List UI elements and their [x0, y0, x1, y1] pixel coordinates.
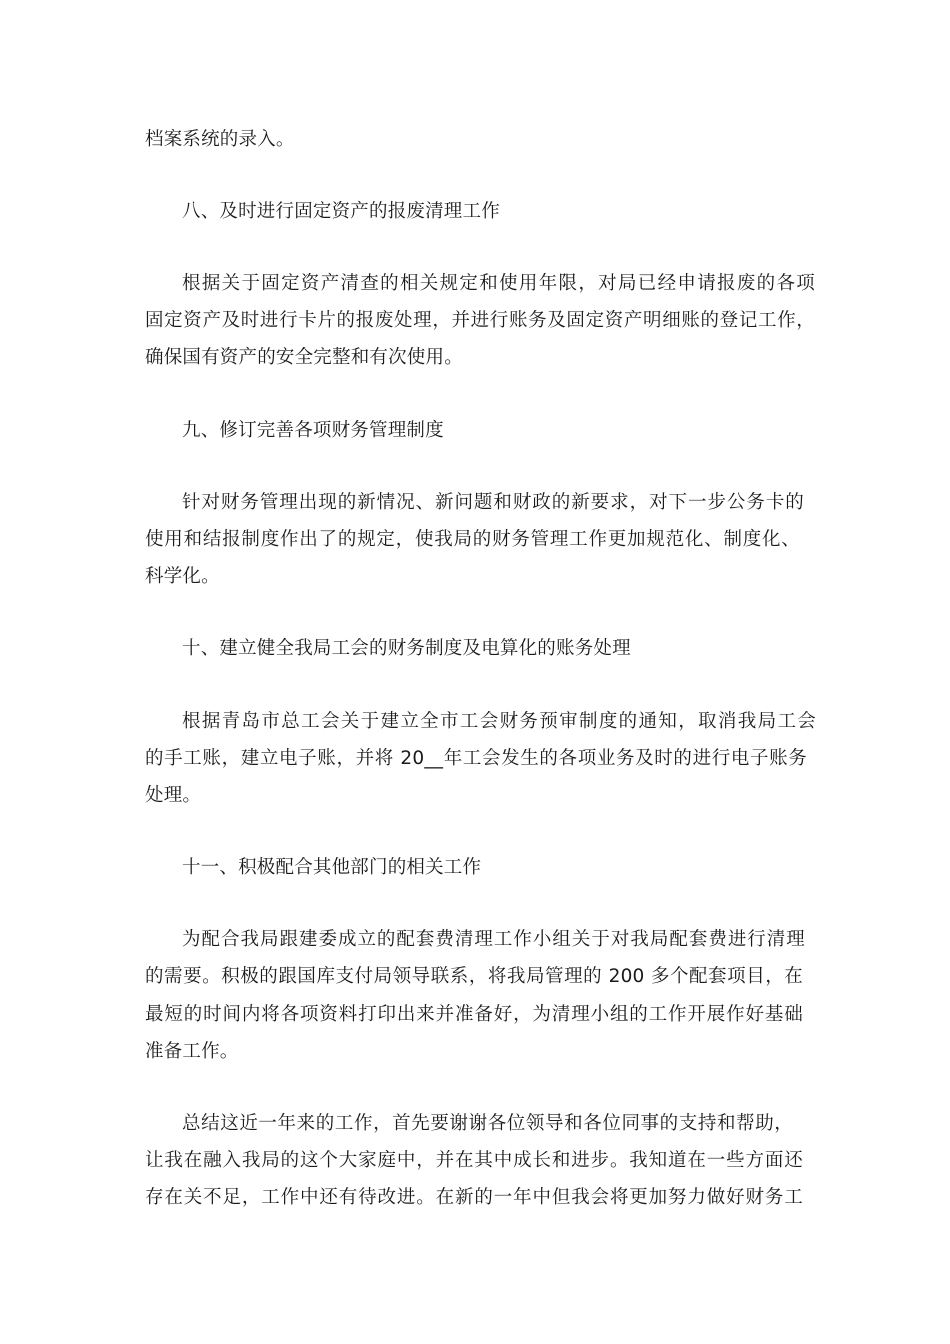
paragraph-line: 根据关于固定资产清查的相关规定和使用年限，对局已经申请报废的各项 — [182, 273, 815, 294]
paragraph-line: 根据青岛市总工会关于建立全市工会财务预审制度的通知，取消我局工会 — [182, 711, 816, 732]
paragraph-line: 存在关不足，工作中还有待改进。在新的一年中但我会将更加努力做好财务工 — [145, 1187, 803, 1208]
paragraph-line: 最短的时间内将各项资料打印出来并准备好，为清理小组的工作开展作好基础 — [145, 1004, 803, 1025]
paragraph-line: 总结这近一年来的工作，首先要谢谢各位领导和各位同事的支持和帮助， — [182, 1113, 793, 1134]
paragraph-line: 处理。 — [145, 785, 202, 806]
paragraph-line: 科学化。 — [145, 566, 220, 587]
section-heading-10: 十、建立健全我局工会的财务制度及电算化的账务处理 — [182, 638, 631, 659]
section-heading-9: 九、修订完善各项财务管理制度 — [182, 420, 444, 441]
paragraph-line: 让我在融入我局的这个大家庭中，并在其中成长和进步。我知道在一些方面还 — [145, 1150, 803, 1171]
paragraph-line: 为配合我局跟建委成立的配套费清理工作小组关于对我局配套费进行清理 — [182, 929, 805, 950]
paragraph-line: 确保国有资产的安全完整和有次使用。 — [145, 347, 463, 368]
paragraph-line: 使用和结报制度作出了的规定，使我局的财务管理工作更加规范化、制度化、 — [145, 529, 800, 550]
paragraph-line: 准备工作。 — [145, 1041, 239, 1062]
section-heading-8: 八、及时进行固定资产的报废清理工作 — [182, 201, 500, 222]
paragraph-line: 档案系统的录入。 — [145, 129, 295, 150]
paragraph-line: 的手工账，建立电子账，并将 20__年工会发生的各项业务及时的进行电子账务 — [145, 748, 807, 769]
paragraph-line: 固定资产及时进行卡片的报废处理，并进行账务及固定资产明细账的登记工作， — [145, 310, 815, 331]
section-heading-11: 十一、积极配合其他部门的相关工作 — [182, 857, 482, 878]
paragraph-line: 针对财务管理出现的新情况、新问题和财政的新要求，对下一步公务卡的 — [182, 492, 804, 513]
paragraph-line: 的需要。积极的跟国库支付局领导联系，将我局管理的 200 多个配套项目，在 — [145, 966, 803, 987]
